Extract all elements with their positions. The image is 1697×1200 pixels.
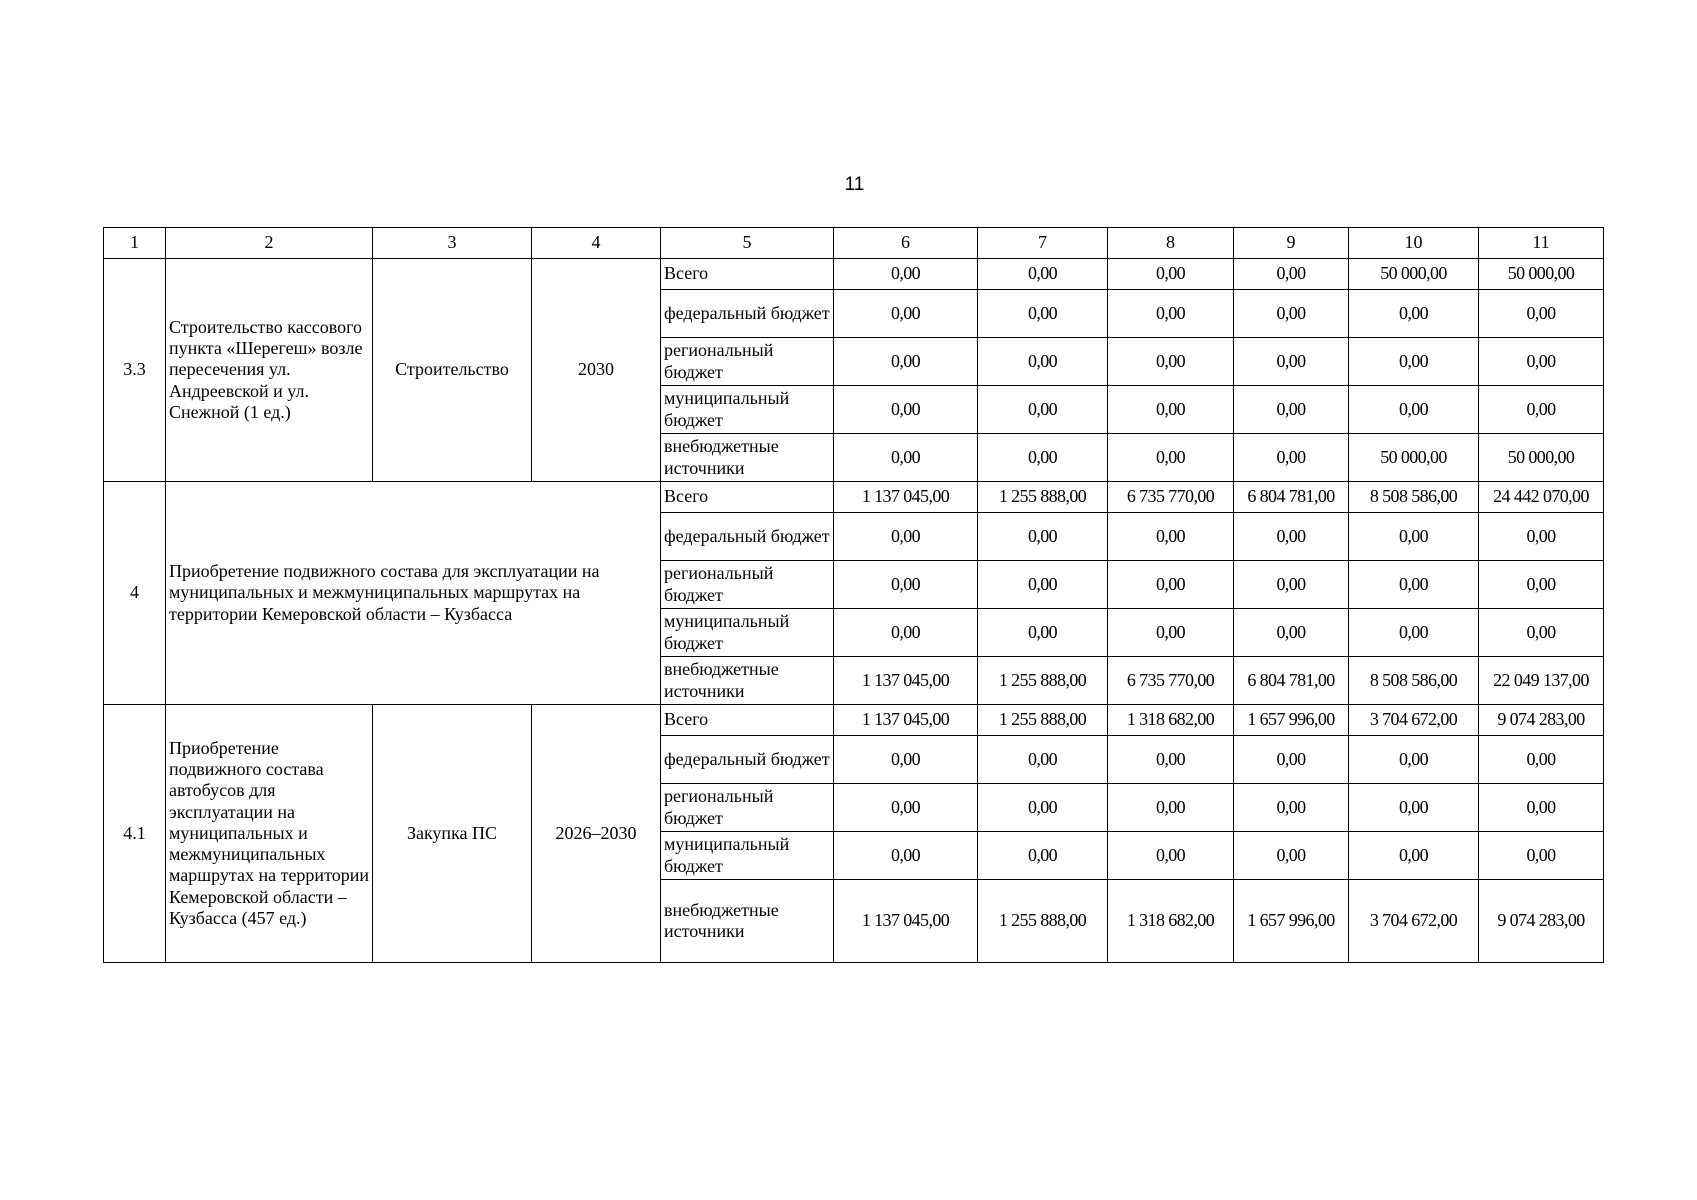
measure-period: 2030 — [532, 259, 661, 482]
value-cell: 0,00 — [834, 561, 978, 609]
funding-source: муниципальный бюджет — [661, 609, 834, 657]
value-cell: 0,00 — [1349, 338, 1479, 386]
value-cell: 0,00 — [1479, 290, 1604, 338]
row-number: 3.3 — [104, 259, 166, 482]
value-cell: 0,00 — [1479, 386, 1604, 434]
value-cell: 0,00 — [834, 832, 978, 880]
funding-source: внебюджетные источники — [661, 657, 834, 705]
header-cell: 7 — [978, 228, 1108, 259]
value-cell: 0,00 — [1479, 338, 1604, 386]
value-cell: 0,00 — [834, 784, 978, 832]
funding-source: внебюджетные источники — [661, 434, 834, 482]
value-cell: 0,00 — [1479, 513, 1604, 561]
value-cell: 9 074 283,00 — [1479, 880, 1604, 963]
value-cell: 0,00 — [978, 386, 1108, 434]
value-cell: 0,00 — [834, 434, 978, 482]
value-cell: 50 000,00 — [1479, 434, 1604, 482]
value-cell: 0,00 — [834, 290, 978, 338]
value-cell: 0,00 — [1479, 609, 1604, 657]
value-cell: 0,00 — [834, 736, 978, 784]
value-cell: 0,00 — [978, 832, 1108, 880]
funding-source: федеральный бюджет — [661, 513, 834, 561]
value-cell: 50 000,00 — [1479, 259, 1604, 290]
row-number: 4 — [104, 482, 166, 705]
value-cell: 0,00 — [1108, 259, 1234, 290]
value-cell: 0,00 — [1349, 290, 1479, 338]
value-cell: 1 137 045,00 — [834, 482, 978, 513]
value-cell: 0,00 — [834, 338, 978, 386]
page-number: 11 — [844, 174, 865, 195]
value-cell: 0,00 — [1234, 513, 1349, 561]
measure-name: Приобретение подвижного состава автобусов для эксплуатации на муниципальных и межмуниципальных маршрутах на территории Кемеровской области – Кузбасса (457 ед.) — [166, 705, 373, 963]
measure-name: Приобретение подвижного состава для эксплуатации на муниципальных и межмуниципальных маршрутах на территории Кемеровской области – Кузбасса — [166, 482, 661, 705]
funding-source: региональный бюджет — [661, 561, 834, 609]
value-cell: 1 657 996,00 — [1234, 705, 1349, 736]
value-cell: 1 318 682,00 — [1108, 880, 1234, 963]
value-cell: 6 804 781,00 — [1234, 482, 1349, 513]
value-cell: 0,00 — [1349, 386, 1479, 434]
measure-name: Строительство кассового пункта «Шерегеш» возле пересечения ул. Андреевской и ул. Снежной (1 ед.) — [166, 259, 373, 482]
funding-source: муниципальный бюджет — [661, 832, 834, 880]
budget-table — [103, 227, 1604, 963]
value-cell: 6 804 781,00 — [1234, 657, 1349, 705]
value-cell: 0,00 — [1108, 832, 1234, 880]
value-cell: 0,00 — [834, 513, 978, 561]
value-cell: 0,00 — [1349, 609, 1479, 657]
value-cell: 0,00 — [834, 259, 978, 290]
value-cell: 0,00 — [1349, 513, 1479, 561]
value-cell: 0,00 — [1479, 832, 1604, 880]
value-cell: 0,00 — [978, 784, 1108, 832]
value-cell: 0,00 — [978, 338, 1108, 386]
value-cell: 0,00 — [1349, 784, 1479, 832]
funding-source: федеральный бюджет — [661, 736, 834, 784]
header-cell: 9 — [1234, 228, 1349, 259]
value-cell: 1 255 888,00 — [978, 482, 1108, 513]
value-cell: 0,00 — [1108, 386, 1234, 434]
funding-source: Всего — [661, 259, 834, 290]
funding-source: муниципальный бюджет — [661, 386, 834, 434]
value-cell: 24 442 070,00 — [1479, 482, 1604, 513]
value-cell: 0,00 — [1108, 561, 1234, 609]
value-cell: 0,00 — [1234, 736, 1349, 784]
value-cell: 0,00 — [1349, 832, 1479, 880]
value-cell: 1 137 045,00 — [834, 880, 978, 963]
value-cell: 1 255 888,00 — [978, 880, 1108, 963]
value-cell: 0,00 — [1234, 386, 1349, 434]
value-cell: 0,00 — [834, 609, 978, 657]
value-cell: 0,00 — [1108, 290, 1234, 338]
value-cell: 1 255 888,00 — [978, 657, 1108, 705]
header-cell: 8 — [1108, 228, 1234, 259]
value-cell: 8 508 586,00 — [1349, 657, 1479, 705]
measure-type: Закупка ПС — [373, 705, 532, 963]
value-cell: 0,00 — [1234, 832, 1349, 880]
table-row — [104, 259, 1604, 290]
value-cell: 1 137 045,00 — [834, 657, 978, 705]
value-cell: 0,00 — [834, 386, 978, 434]
header-cell: 11 — [1479, 228, 1604, 259]
value-cell: 6 735 770,00 — [1108, 657, 1234, 705]
funding-source: Всего — [661, 705, 834, 736]
value-cell: 0,00 — [978, 513, 1108, 561]
row-number: 4.1 — [104, 705, 166, 963]
value-cell: 0,00 — [1234, 609, 1349, 657]
funding-source: региональный бюджет — [661, 784, 834, 832]
value-cell: 8 508 586,00 — [1349, 482, 1479, 513]
value-cell: 0,00 — [1234, 784, 1349, 832]
value-cell: 1 318 682,00 — [1108, 705, 1234, 736]
value-cell: 0,00 — [1479, 561, 1604, 609]
header-cell: 5 — [661, 228, 834, 259]
value-cell: 0,00 — [1234, 259, 1349, 290]
value-cell: 0,00 — [1108, 784, 1234, 832]
value-cell: 0,00 — [1234, 434, 1349, 482]
value-cell: 0,00 — [978, 609, 1108, 657]
value-cell: 0,00 — [1349, 736, 1479, 784]
value-cell: 0,00 — [1108, 434, 1234, 482]
value-cell: 0,00 — [978, 736, 1108, 784]
measure-type: Строительство — [373, 259, 532, 482]
value-cell: 0,00 — [1108, 609, 1234, 657]
value-cell: 0,00 — [1479, 736, 1604, 784]
value-cell: 50 000,00 — [1349, 259, 1479, 290]
value-cell: 0,00 — [1479, 784, 1604, 832]
value-cell: 0,00 — [978, 259, 1108, 290]
header-cell: 2 — [166, 228, 373, 259]
funding-source: внебюджетные источники — [661, 880, 834, 963]
value-cell: 3 704 672,00 — [1349, 705, 1479, 736]
table-row — [104, 482, 1604, 513]
table-row — [104, 705, 1604, 736]
value-cell: 0,00 — [1234, 290, 1349, 338]
funding-source: Всего — [661, 482, 834, 513]
header-cell: 10 — [1349, 228, 1479, 259]
value-cell: 1 137 045,00 — [834, 705, 978, 736]
header-cell: 4 — [532, 228, 661, 259]
header-cell: 3 — [373, 228, 532, 259]
value-cell: 3 704 672,00 — [1349, 880, 1479, 963]
measure-period: 2026–2030 — [532, 705, 661, 963]
value-cell: 0,00 — [1349, 561, 1479, 609]
header-cell: 1 — [104, 228, 166, 259]
value-cell: 0,00 — [1108, 338, 1234, 386]
value-cell: 1 255 888,00 — [978, 705, 1108, 736]
value-cell: 0,00 — [978, 434, 1108, 482]
value-cell: 6 735 770,00 — [1108, 482, 1234, 513]
header-row — [104, 228, 1604, 259]
header-cell: 6 — [834, 228, 978, 259]
funding-source: федеральный бюджет — [661, 290, 834, 338]
value-cell: 50 000,00 — [1349, 434, 1479, 482]
value-cell: 9 074 283,00 — [1479, 705, 1604, 736]
value-cell: 22 049 137,00 — [1479, 657, 1604, 705]
value-cell: 0,00 — [1108, 513, 1234, 561]
funding-source: региональный бюджет — [661, 338, 834, 386]
value-cell: 0,00 — [1234, 338, 1349, 386]
value-cell: 0,00 — [1234, 561, 1349, 609]
value-cell: 0,00 — [1108, 736, 1234, 784]
value-cell: 1 657 996,00 — [1234, 880, 1349, 963]
value-cell: 0,00 — [978, 290, 1108, 338]
value-cell: 0,00 — [978, 561, 1108, 609]
